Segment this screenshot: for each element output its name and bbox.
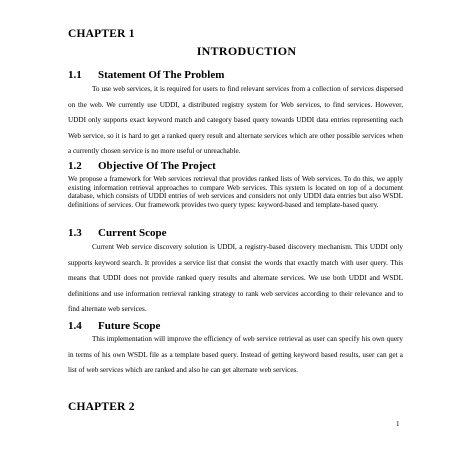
- section-body: [68, 240, 403, 318]
- section-body-text: To use web services, it is required for users to find relevant services from a collection of services dispersed on the web. We currently use UDDI, a distributed registry system for Web services, to find services. However, UDDI only supports exact keyword match and category based query towards UDDI data entries representing each Web service, so it is hard to get a ranked query result and alternate services which are other possible services when a currently chosen service is no more useful or unreachable.: [68, 85, 403, 155]
- section-heading: [68, 320, 160, 332]
- section-body-text: This implementation will improve the efficiency of web service retrieval as user can specify his own query in terms of his own WSDL file as a template based query. Instead of getting keyword based results, user can get a list of web services which are ranked and also he can get alternate web services.: [68, 335, 403, 374]
- section-body-text: Current Web service discovery solution is UDDI, a registry-based discovery mechanism. This UDDI only supports keyword search. It provides a service list that consist the words that exactly match with user query. This means that UDDI does not provide ranked query results and alternate services. We use both UDDI and WSDL definitions and use information retrieval ranking strategy to rank web services according to their relevance and to find alternate web services.: [68, 243, 403, 313]
- section-title: Future Scope: [98, 320, 161, 332]
- section-heading: [68, 69, 224, 81]
- chapter-label: CHAPTER 1: [68, 28, 135, 40]
- section-title: Objective Of The Project: [98, 160, 216, 172]
- section-title: Statement Of The Problem: [98, 69, 225, 81]
- next-chapter-label: CHAPTER 2: [68, 401, 135, 413]
- section-body: [68, 332, 403, 379]
- section-heading: [68, 160, 216, 172]
- section-body: [68, 175, 403, 209]
- section-number: 1.2: [68, 160, 82, 172]
- page-number: 1: [396, 420, 400, 428]
- section-heading: [68, 227, 167, 239]
- page-title: INTRODUCTION: [196, 44, 297, 58]
- section-title: Current Scope: [98, 227, 167, 239]
- section-body-text: We propose a framework for Web services retrieval that provides ranked lists of Web services. To do this, we apply existing information retrieval approaches to compare Web services. This system is located on top of a document database, which consists of UDDI entries of web services and considers not only UDDI data entries but also WSDL definitions of services. Our framework provides two query types: keyword-based and template-based query.: [68, 175, 403, 209]
- section-number: 1.3: [68, 227, 82, 239]
- section-body: [68, 82, 403, 160]
- section-number: 1.1: [68, 69, 82, 81]
- section-number: 1.4: [68, 320, 82, 332]
